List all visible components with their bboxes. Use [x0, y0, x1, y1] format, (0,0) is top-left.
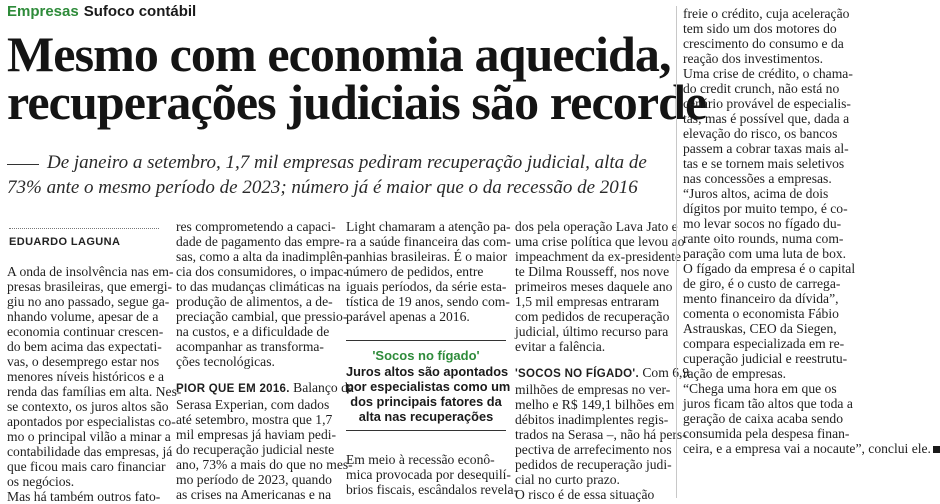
- text-line: presas brasileiras, que emergi-: [7, 279, 173, 294]
- text-fragment: ano, 73% a mais do que no mes-: [176, 457, 353, 472]
- text-line: tas, mas é possível que, dada a: [683, 111, 850, 126]
- kicker: [7, 3, 196, 20]
- text-line: to das mudanças climáticas na: [176, 279, 341, 294]
- text-line: “Juros altos, acima de dois: [683, 186, 829, 201]
- text-fragment: O risco é de essa situação: [515, 487, 655, 502]
- text-line: paração com uma luta de box.: [683, 246, 847, 261]
- text-line: uma crise política que levou ao: [515, 234, 685, 249]
- text-fragment: milhões de empresas no ver-: [515, 382, 671, 397]
- headline-line-1: Mesmo com economia aquecida,: [7, 26, 671, 82]
- article-column-4: [515, 219, 690, 502]
- text-line: Mas há também outros fato-: [7, 489, 161, 504]
- pullquote-label: 'Socos no fígado': [372, 348, 480, 363]
- text-line: Light chamaram a atenção pa-: [346, 219, 511, 234]
- byline-rule: [9, 228, 159, 229]
- text-line: brios fiscais, escândalos revela-: [346, 482, 519, 497]
- text-line: consumida pela despesa finan-: [683, 426, 850, 441]
- pullquote-text: [346, 364, 511, 424]
- column-divider: [676, 6, 677, 498]
- article-column-5: [683, 6, 931, 456]
- text-line: economia continuar crescen-: [7, 324, 164, 339]
- text-line: “Chega uma hora em que os: [683, 381, 837, 396]
- text-line: nas concessões a empresas.: [683, 171, 832, 186]
- text-line: [176, 457, 353, 472]
- text-line: compara especializada em re-: [683, 336, 845, 351]
- text-line: Uma crise de crédito, o chama-: [683, 66, 853, 81]
- text-line: mo levar socos no fígado du-: [683, 216, 842, 231]
- text-line: iguais períodos, da série esta-: [346, 279, 507, 294]
- text-line: vas, o desemprego estar nos: [7, 354, 160, 369]
- text-line: O fígado da empresa é o capital: [683, 261, 856, 276]
- text-line: de giro, é o custo de carrega-: [683, 276, 841, 291]
- text-line: [176, 380, 354, 397]
- text-fragment: Com 6,9: [638, 365, 690, 380]
- text-line: [515, 412, 670, 427]
- pullquote-line: alta nas recuperações: [358, 409, 494, 424]
- article-column-2: [176, 219, 354, 502]
- text-line: res comprometendo a capaci-: [176, 219, 336, 234]
- text-line: parável apenas a 2016.: [346, 309, 470, 324]
- dek-line-2: 73% ante o mesmo período de 2023; número já é maior que o da recessão de 2016: [7, 177, 638, 198]
- text-line: cuperação judicial e reestrutu-: [683, 351, 848, 366]
- text-line: impeachment da ex-presidente: [515, 249, 682, 264]
- topic-tag: Sufoco contábil: [83, 3, 197, 20]
- headline: [7, 26, 707, 130]
- text-line: produção de alimentos, a de-: [176, 294, 333, 309]
- text-line: [176, 397, 336, 412]
- text-line: [176, 427, 336, 442]
- text-line: contabilidade das empresas, já: [7, 444, 173, 459]
- text-line: cenário provável de especialis-: [683, 96, 851, 111]
- text-fragment: melho e R$ 149,1 bilhões em: [515, 397, 675, 412]
- text-line: ração de empresas.: [683, 366, 787, 381]
- text-fragment: trados na Serasa –, não há pers-: [515, 427, 687, 442]
- text-line: na custos, e a dificuldade de: [176, 324, 330, 339]
- text-line: judicial, último recurso para: [515, 324, 669, 339]
- text-line: 1,5 mil empresas entraram: [515, 294, 660, 309]
- text-line: [176, 412, 336, 427]
- text-line: com pedidos de recuperação: [515, 309, 670, 324]
- text-line: do bem acima das expectati-: [7, 339, 162, 354]
- text-line: [515, 487, 670, 502]
- pullquote-line: Juros altos são apontados: [346, 364, 509, 379]
- text-line: geração de caixa acaba sendo: [683, 411, 843, 426]
- text-fragment: do recuperação judicial neste: [176, 442, 335, 457]
- text-line: número de pedidos, entre: [346, 264, 484, 279]
- text-line: [515, 457, 670, 472]
- text-line: panhias brasileiras. É o maior: [346, 249, 508, 264]
- text-line: passem a cobrar taxas mais al-: [683, 141, 849, 156]
- text-line: dos pela operação Lava Jato e: [515, 219, 678, 234]
- text-line: reação dos investimentos.: [683, 51, 824, 66]
- text-line: tas e se tornem mais seletivos: [683, 156, 845, 171]
- text-line: Astrauskas, CEO da Siegen,: [683, 321, 837, 336]
- subhead-lead: PIOR QUE EM 2016.: [176, 383, 290, 395]
- pullquote-bottom-rule: [346, 430, 506, 431]
- paragraph-gap: [515, 354, 670, 365]
- text-fragment: as crises na Americanas e na: [176, 487, 332, 502]
- text-line: dígitos por muito tempo, é co-: [683, 201, 848, 216]
- text-fragment: até setembro, mostra que 1,7: [176, 412, 333, 427]
- text-fragment: Balanço da: [289, 380, 354, 395]
- text-line: [515, 382, 670, 397]
- text-line: sas, como a alta da inadimplên-: [176, 249, 348, 264]
- end-of-article-mark: [933, 446, 940, 453]
- text-line: menores níveis históricos e a: [7, 369, 165, 384]
- text-line: freie o crédito, cuja aceleração: [683, 6, 850, 21]
- text-line: [515, 365, 690, 382]
- text-line: renda das famílias em alta. Nes-: [7, 384, 182, 399]
- subhead-lead: 'SOCOS NO FÍGADO'.: [515, 368, 639, 380]
- text-line: nhando volume, apesar de a: [7, 309, 159, 324]
- article-column-3-continued: [346, 452, 519, 497]
- text-line: tística de 19 anos, sendo com-: [346, 294, 510, 309]
- text-line: mica provocada por desequilí-: [346, 467, 511, 482]
- text-line: A onda de insolvência nas em-: [7, 264, 174, 279]
- text-line: giu no ano passado, segue ga-: [7, 294, 170, 309]
- text-line: te Dilma Rousseff, nos nove: [515, 264, 670, 279]
- dek: [7, 150, 672, 200]
- text-line: apontados por especialistas co-: [7, 414, 176, 429]
- text-line: [176, 472, 336, 487]
- section-label[interactable]: Empresas: [7, 3, 79, 20]
- text-line: [515, 397, 675, 412]
- text-line: rante oito rounds, numa com-: [683, 231, 844, 246]
- text-line: elevação do risco, os bancos: [683, 126, 838, 141]
- byline: EDUARDO LAGUNA: [9, 236, 121, 248]
- text-line: dade de pagamento das empre-: [176, 234, 345, 249]
- text-line: ra a saúde financeira das com-: [346, 234, 511, 249]
- text-line: do credit crunch, não está no: [683, 81, 840, 96]
- text-line: se contexto, os juros altos são: [7, 399, 169, 414]
- text-line: evitar a falência.: [515, 339, 606, 354]
- text-fragment: Serasa Experian, com dados: [176, 397, 330, 412]
- text-line: primeiros meses daquele ano: [515, 279, 673, 294]
- text-fragment: mo período de 2023, quando: [176, 472, 332, 487]
- text-line: crescimento do consumo e da: [683, 36, 844, 51]
- text-line: tem sido um dos motores do: [683, 21, 837, 36]
- headline-line-2: recuperações judiciais são recorde: [7, 74, 707, 130]
- text-line: juros ficam tão altos que toda a: [683, 396, 853, 411]
- text-line: cia dos consumidores, o impac-: [176, 264, 348, 279]
- text-line: Em meio à recessão econô-: [346, 452, 495, 467]
- text-line: mento financeiro da dívida”,: [683, 291, 839, 306]
- text-line: ceira, e a empresa vai a nocaute”, conclui ele.: [683, 441, 841, 456]
- text-fragment: pedidos de recuperação judi-: [515, 457, 672, 472]
- text-fragment: pectiva de arrefecimento nos: [515, 442, 672, 457]
- text-line: mo o principal vilão a minar a: [7, 429, 171, 444]
- text-line: os negócios.: [7, 474, 75, 489]
- text-fragment: débitos inadimplentes regis-: [515, 412, 669, 427]
- text-line: [515, 442, 670, 457]
- text-line: comenta o economista Fábio: [683, 306, 839, 321]
- text-line: preciação cambial, que pressio-: [176, 309, 348, 324]
- text-line: acompanhar as transforma-: [176, 339, 324, 354]
- pullquote-line: por especialistas como um: [346, 379, 511, 394]
- text-line: [515, 472, 670, 487]
- text-line: [515, 427, 687, 442]
- article-column-1: [7, 264, 182, 504]
- text-line: [176, 442, 336, 457]
- pullquote-top-rule: [346, 340, 506, 341]
- text-line: que ficou mais caro financiar: [7, 459, 166, 474]
- text-line: ções tecnológicas.: [176, 354, 275, 369]
- pullquote-line: dos principais fatores da: [350, 394, 502, 409]
- text-line: [176, 487, 336, 502]
- text-fragment: cial no curto prazo.: [515, 472, 620, 487]
- article-column-3: [346, 219, 511, 324]
- dek-line-1: De janeiro a setembro, 1,7 mil empresas pediram recuperação judicial, alta de: [47, 152, 647, 173]
- text-fragment: mil empresas já haviam pedi-: [176, 427, 337, 442]
- paragraph-gap: [176, 369, 336, 380]
